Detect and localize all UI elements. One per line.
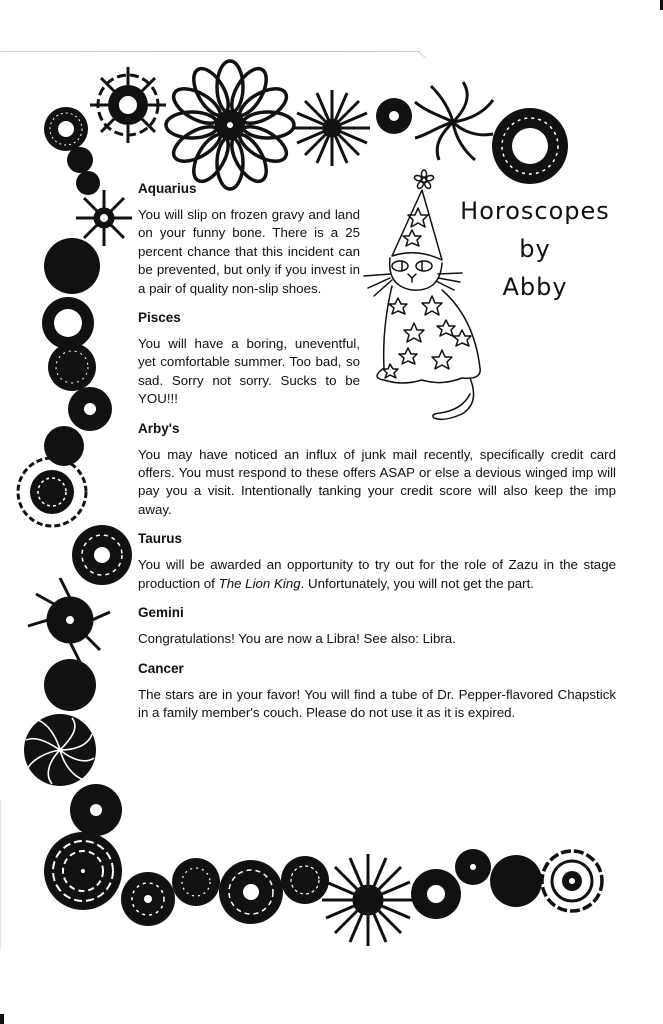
section-taurus bbox=[138, 530, 616, 593]
section-aquarius bbox=[138, 180, 616, 298]
sign-text: You will have a boring, uneventful, yet comfortable summer. Too bad, so sad. Sorry not sorry. Sucks to be YOU!!! bbox=[138, 336, 360, 407]
sign-text-before: You will be awarded an opportunity to try out for the role of Zazu in the stage production of bbox=[138, 557, 616, 591]
show-title: The Lion King bbox=[218, 575, 301, 591]
sign-text: You may have noticed an influx of junk mail recently, specifically credit card offers. You must respond to these offers ASAP or else a devious winged imp will pay you a visit. Intentionally tanking your credit score will also keep the imp away. bbox=[138, 446, 616, 517]
section-cancer bbox=[138, 660, 616, 723]
sign-heading: Gemini bbox=[138, 605, 184, 621]
bottom-border-flowers bbox=[44, 832, 602, 946]
horoscope-content bbox=[138, 180, 616, 733]
sign-text: The stars are in your favor! You will find a tube of Dr. Pepper-flavored Chapstick in a family member's couch. Please do not use it as it is expired. bbox=[138, 686, 616, 720]
sign-heading: Cancer bbox=[138, 660, 184, 676]
sign-text bbox=[138, 556, 616, 593]
sign-text: You will slip on frozen gravy and land on your funny bone. There is a 25 percent chance that this incident can be prevented, but only if you invest in a pair of quality non-slip shoes. bbox=[138, 207, 360, 296]
sign-heading: Aquarius bbox=[138, 181, 197, 196]
sign-text: Congratulations! You are now a Libra! See also: Libra. bbox=[138, 631, 456, 647]
sign-heading: Taurus bbox=[138, 531, 183, 547]
section-gemini bbox=[138, 604, 616, 648]
title-line-3: Abby bbox=[502, 273, 568, 301]
section-arbys bbox=[138, 420, 616, 520]
title-line-2: by bbox=[519, 235, 551, 263]
sign-text-after: . Unfortunately, you will not get the part. bbox=[300, 575, 534, 591]
section-pisces bbox=[138, 309, 616, 409]
sign-heading: Arby's bbox=[138, 420, 180, 436]
title-line-1: Horoscopes bbox=[460, 197, 610, 225]
left-border-flowers bbox=[18, 147, 132, 836]
sign-heading: Pisces bbox=[138, 310, 181, 326]
